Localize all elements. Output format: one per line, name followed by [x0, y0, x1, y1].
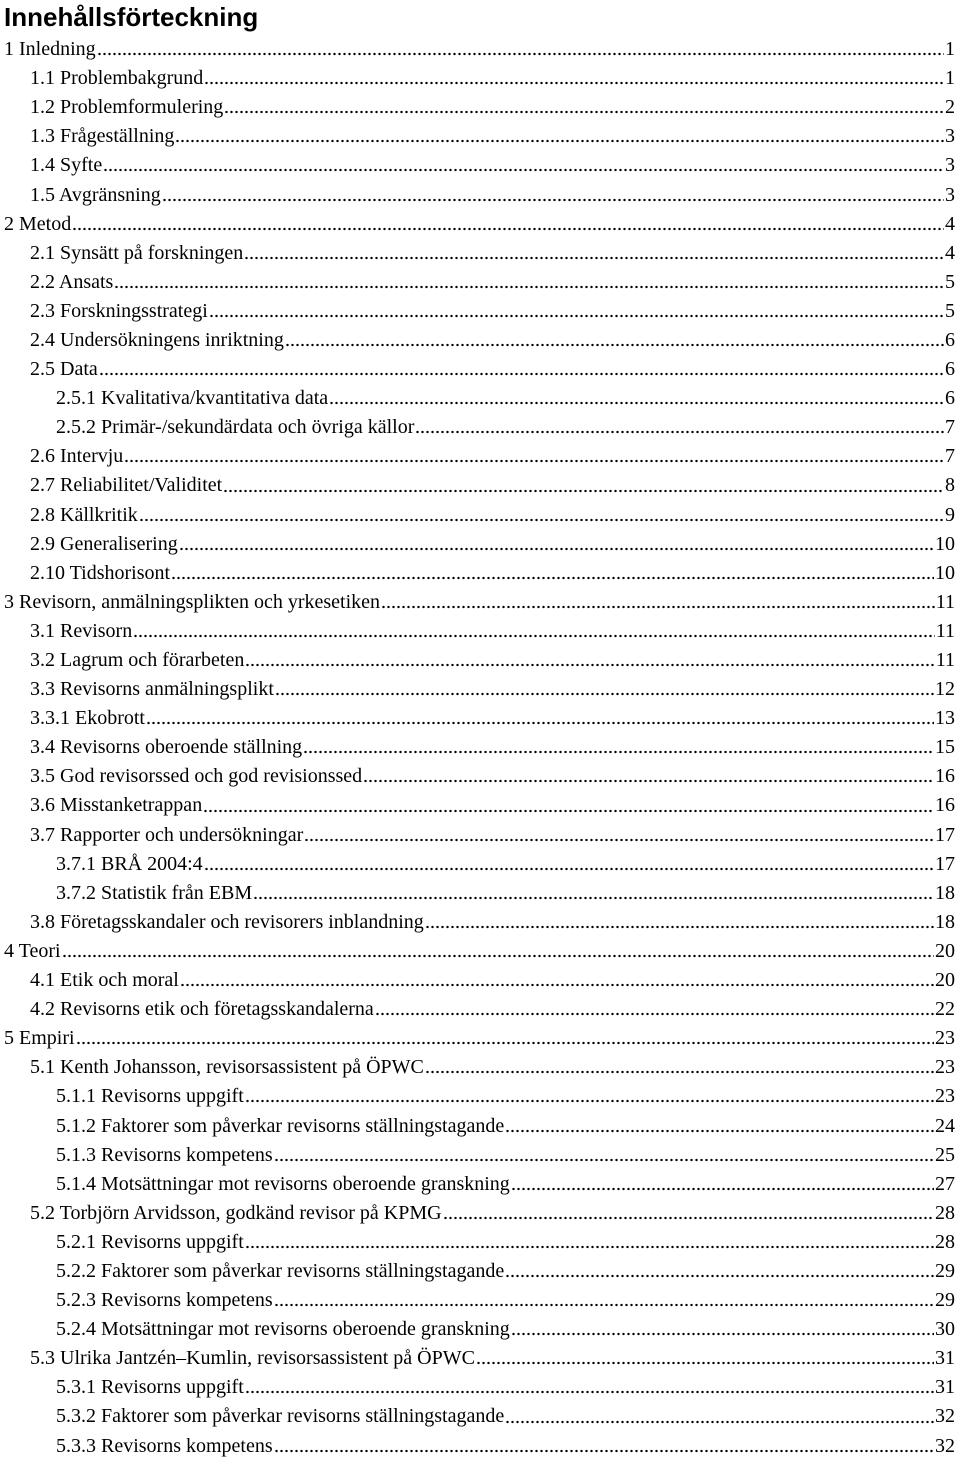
toc-entry[interactable] — [4, 210, 960, 239]
dot-leader — [72, 227, 944, 231]
dot-leader — [224, 110, 944, 114]
toc-entry[interactable] — [4, 530, 960, 559]
toc-entry[interactable] — [4, 937, 960, 966]
toc-entry-page-number: 9 — [945, 503, 955, 526]
dot-leader — [99, 372, 944, 376]
toc-entry[interactable] — [4, 442, 960, 471]
toc-entry-title: 5.2.3 Revisorns kompetens — [56, 1289, 273, 1312]
toc-entry-page-number: 25 — [935, 1143, 955, 1166]
toc-entry-page-number: 23 — [935, 1085, 955, 1108]
toc-entry-page-number: 32 — [935, 1434, 955, 1457]
toc-entry[interactable] — [4, 791, 960, 820]
dot-leader — [97, 52, 944, 56]
toc-entry-page-number: 17 — [935, 852, 955, 875]
toc-entry-page-number: 15 — [935, 736, 955, 759]
toc-entry[interactable] — [4, 1315, 960, 1344]
toc-entry-title: 3.6 Misstanketrappan — [30, 794, 203, 817]
toc-entry[interactable] — [4, 1432, 960, 1461]
toc-entry-title: 2.2 Ansats — [30, 270, 114, 293]
toc-entry-title: 2.5.2 Primär-/sekundärdata och övriga källor — [56, 416, 415, 439]
toc-entry[interactable] — [4, 1257, 960, 1286]
toc-entry-title: 2.9 Generalisering — [30, 532, 178, 555]
dot-leader — [204, 867, 934, 871]
dot-leader — [303, 750, 934, 754]
toc-entry-title: 1.3 Frågeställning — [30, 125, 175, 148]
toc-entry[interactable] — [4, 1082, 960, 1111]
toc-entry-page-number: 6 — [945, 328, 955, 351]
toc-entry-title: 5.3.3 Revisorns kompetens — [56, 1434, 273, 1457]
toc-entry-page-number: 29 — [935, 1289, 955, 1312]
dot-leader — [274, 1303, 934, 1307]
toc-entry-page-number: 29 — [935, 1259, 955, 1282]
toc-entry[interactable] — [4, 559, 960, 588]
toc-entry[interactable] — [4, 122, 960, 151]
toc-entry-page-number: 16 — [935, 794, 955, 817]
dot-leader — [133, 634, 935, 638]
toc-entry-page-number: 20 — [935, 939, 955, 962]
toc-entry[interactable] — [4, 501, 960, 530]
toc-entry-page-number: 3 — [945, 183, 955, 206]
dot-leader — [203, 809, 934, 813]
dot-leader — [179, 547, 934, 551]
dot-leader — [209, 314, 944, 318]
toc-entry[interactable] — [4, 93, 960, 122]
toc-entry-title: 5.1.3 Revisorns kompetens — [56, 1143, 273, 1166]
dot-leader — [171, 576, 934, 580]
dot-leader — [275, 692, 934, 696]
toc-entry[interactable] — [4, 1199, 960, 1228]
toc-entry-page-number: 17 — [935, 823, 955, 846]
toc-entry-title: 2.10 Tidshorisont — [30, 561, 171, 584]
dot-leader — [180, 983, 934, 987]
dot-leader — [76, 1041, 934, 1045]
toc-entry[interactable] — [4, 850, 960, 879]
toc-entry-page-number: 30 — [935, 1318, 955, 1341]
toc-entry[interactable] — [4, 646, 960, 675]
toc-entry[interactable] — [4, 1111, 960, 1140]
toc-entry-title: 4 Teori — [4, 939, 61, 962]
toc-entry-title: 3.2 Lagrum och förarbeten — [30, 649, 245, 672]
toc-entry[interactable] — [4, 413, 960, 442]
dot-leader — [505, 1274, 934, 1278]
toc-entry-page-number: 2 — [945, 96, 955, 119]
toc-entry[interactable] — [4, 908, 960, 937]
dot-leader — [223, 489, 944, 493]
toc-entry[interactable] — [4, 326, 960, 355]
toc-entry[interactable] — [4, 151, 960, 180]
dot-leader — [114, 285, 944, 289]
toc-entry-page-number: 27 — [935, 1172, 955, 1195]
toc-entry-title: 2.3 Forskningsstrategi — [30, 299, 208, 322]
toc-entry-title: 1 Inledning — [4, 38, 96, 61]
toc-entry-title: 3.3 Revisorns anmälningsplikt — [30, 678, 274, 701]
toc-entry[interactable] — [4, 1024, 960, 1053]
toc-entry-title: 5.3.2 Faktorer som påverkar revisorns ställningstagande — [56, 1405, 505, 1428]
toc-entry-title: 5 Empiri — [4, 1027, 75, 1050]
toc-entry-page-number: 3 — [945, 154, 955, 177]
toc-entry-page-number: 3 — [945, 125, 955, 148]
toc-entry-page-number: 5 — [945, 299, 955, 322]
toc-entry[interactable] — [4, 471, 960, 500]
toc-entry-page-number: 6 — [945, 387, 955, 410]
dot-leader — [204, 81, 944, 85]
toc-entry[interactable] — [4, 617, 960, 646]
dot-leader — [304, 838, 934, 842]
toc-entry-title: 3.3.1 Ekobrott — [30, 707, 145, 730]
dot-leader — [139, 518, 944, 522]
toc-entry[interactable] — [4, 64, 960, 93]
dot-leader — [253, 896, 934, 900]
toc-entry-page-number: 22 — [935, 998, 955, 1021]
toc-entry[interactable] — [4, 966, 960, 995]
toc-entry-title: 5.2.2 Faktorer som påverkar revisorns ställningstagande — [56, 1259, 505, 1282]
toc-entry[interactable] — [4, 588, 960, 617]
document-page — [4, 0, 960, 1461]
dot-leader — [274, 1158, 934, 1162]
toc-entry-title: 5.1 Kenth Johansson, revisorsassistent på ÖPWC — [30, 1056, 424, 1079]
toc-entry[interactable] — [4, 879, 960, 908]
toc-entry[interactable] — [4, 35, 960, 64]
toc-entry-page-number: 28 — [935, 1230, 955, 1253]
toc-entry[interactable] — [4, 1053, 960, 1082]
toc-entry-page-number: 12 — [935, 678, 955, 701]
dot-leader — [146, 721, 934, 725]
dot-leader — [415, 430, 944, 434]
toc-entry-page-number: 28 — [935, 1201, 955, 1224]
toc-entry-page-number: 32 — [935, 1405, 955, 1428]
toc-entry-title: 5.2.1 Revisorns uppgift — [56, 1230, 244, 1253]
toc-entry-title: 1.4 Syfte — [30, 154, 103, 177]
dot-leader — [363, 779, 934, 783]
toc-entry-title: 3.4 Revisorns oberoende ställning — [30, 736, 303, 759]
toc-entry-page-number: 10 — [935, 561, 955, 584]
toc-entry-page-number: 10 — [935, 532, 955, 555]
dot-leader — [62, 954, 934, 958]
toc-entry-page-number: 1 — [945, 67, 955, 90]
toc-entry[interactable] — [4, 1228, 960, 1257]
toc-entry-page-number: 5 — [945, 270, 955, 293]
toc-entry-page-number: 8 — [945, 474, 955, 497]
toc-entry-page-number: 11 — [935, 590, 955, 613]
toc-entry-page-number: 7 — [945, 445, 955, 468]
toc-entry-page-number: 4 — [945, 212, 955, 235]
toc-entry[interactable] — [4, 1286, 960, 1315]
dot-leader — [245, 1099, 934, 1103]
toc-entry[interactable] — [4, 239, 960, 268]
toc-entry[interactable] — [4, 1170, 960, 1199]
toc-entry-page-number: 11 — [935, 619, 955, 642]
dot-leader — [425, 925, 934, 929]
toc-entry-page-number: 6 — [945, 358, 955, 381]
toc-entry-page-number: 31 — [935, 1347, 955, 1370]
toc-entry-title: 2.8 Källkritik — [30, 503, 138, 526]
dot-leader — [505, 1420, 934, 1424]
dot-leader — [175, 139, 944, 143]
toc-entry-page-number: 16 — [935, 765, 955, 788]
dot-leader — [329, 401, 944, 405]
dot-leader — [245, 1245, 934, 1249]
toc-entry[interactable] — [4, 821, 960, 850]
toc-entry-title: 5.3.1 Revisorns uppgift — [56, 1376, 244, 1399]
dot-leader — [505, 1129, 934, 1133]
dot-leader — [245, 1390, 934, 1394]
toc-entry-title: 2.5 Data — [30, 358, 98, 381]
toc-list — [4, 35, 960, 1461]
toc-entry-title: 4.2 Revisorns etik och företagsskandalerna — [30, 998, 374, 1021]
toc-entry-title: 3.7.2 Statistik från EBM — [56, 881, 253, 904]
dot-leader — [381, 605, 935, 609]
toc-entry-title: 2.5.1 Kvalitativa/kvantitativa data — [56, 387, 329, 410]
toc-entry[interactable] — [4, 384, 960, 413]
dot-leader — [511, 1332, 934, 1336]
toc-entry-title: 3.1 Revisorn — [30, 619, 133, 642]
toc-entry[interactable] — [4, 268, 960, 297]
toc-entry-page-number: 18 — [935, 910, 955, 933]
toc-entry[interactable] — [4, 355, 960, 384]
dot-leader — [375, 1012, 934, 1016]
toc-entry-page-number: 31 — [935, 1376, 955, 1399]
toc-entry-title: 5.2 Torbjörn Arvidsson, godkänd revisor på KPMG — [30, 1201, 442, 1224]
toc-entry-page-number: 13 — [935, 707, 955, 730]
dot-leader — [124, 459, 944, 463]
dot-leader — [476, 1361, 934, 1365]
toc-entry[interactable] — [4, 733, 960, 762]
toc-entry-title: 4.1 Etik och moral — [30, 969, 179, 992]
dot-leader — [511, 1187, 934, 1191]
toc-entry-title: 1.2 Problemformulering — [30, 96, 224, 119]
toc-entry-title: 2.6 Intervju — [30, 445, 124, 468]
toc-entry-page-number: 23 — [935, 1056, 955, 1079]
dot-leader — [162, 198, 944, 202]
dot-leader — [244, 256, 944, 260]
dot-leader — [103, 168, 944, 172]
toc-entry[interactable] — [4, 1373, 960, 1402]
dot-leader — [285, 343, 944, 347]
toc-entry-title: 2.1 Synsätt på forskningen — [30, 241, 244, 264]
toc-entry-title: 5.1.2 Faktorer som påverkar revisorns ställningstagande — [56, 1114, 505, 1137]
toc-entry[interactable] — [4, 297, 960, 326]
toc-entry[interactable] — [4, 1402, 960, 1431]
toc-entry-title: 2.4 Undersökningens inriktning — [30, 328, 284, 351]
toc-entry[interactable] — [4, 704, 960, 733]
toc-heading: Innehållsförteckning — [4, 2, 259, 32]
toc-entry-title: 3.7 Rapporter och undersökningar — [30, 823, 304, 846]
dot-leader — [443, 1216, 934, 1220]
toc-entry-title: 3.7.1 BRÅ 2004:4 — [56, 852, 203, 875]
toc-entry[interactable] — [4, 762, 960, 791]
toc-entry-title: 1.1 Problembakgrund — [30, 67, 204, 90]
toc-entry-title: 3.5 God revisorssed och god revisionssed — [30, 765, 363, 788]
toc-entry-page-number: 7 — [945, 416, 955, 439]
toc-entry-title: 3 Revisorn, anmälningsplikten och yrkesetiken — [4, 590, 381, 613]
toc-entry-title: 2 Metod — [4, 212, 72, 235]
toc-entry-page-number: 1 — [945, 38, 955, 61]
toc-entry-page-number: 18 — [935, 881, 955, 904]
toc-entry-title: 2.7 Reliabilitet/Validitet — [30, 474, 223, 497]
toc-entry-title: 5.1.4 Motsättningar mot revisorns oberoende granskning — [56, 1172, 510, 1195]
toc-entry[interactable] — [4, 995, 960, 1024]
toc-entry[interactable] — [4, 1141, 960, 1170]
toc-entry[interactable] — [4, 180, 960, 209]
toc-entry-title: 5.3 Ulrika Jantzén–Kumlin, revisorsassistent på ÖPWC — [30, 1347, 475, 1370]
toc-entry-title: 1.5 Avgränsning — [30, 183, 161, 206]
toc-entry[interactable] — [4, 1344, 960, 1373]
toc-entry-title: 3.8 Företagsskandaler och revisorers inblandning — [30, 910, 424, 933]
toc-entry-page-number: 20 — [935, 969, 955, 992]
toc-entry-title: 5.1.1 Revisorns uppgift — [56, 1085, 244, 1108]
dot-leader — [245, 663, 934, 667]
toc-entry[interactable] — [4, 675, 960, 704]
toc-entry-page-number: 24 — [935, 1114, 955, 1137]
toc-entry-page-number: 23 — [935, 1027, 955, 1050]
toc-entry-page-number: 11 — [935, 649, 955, 672]
toc-entry-page-number: 4 — [945, 241, 955, 264]
dot-leader — [274, 1449, 934, 1453]
toc-entry-title: 5.2.4 Motsättningar mot revisorns oberoende granskning — [56, 1318, 510, 1341]
dot-leader — [425, 1070, 934, 1074]
